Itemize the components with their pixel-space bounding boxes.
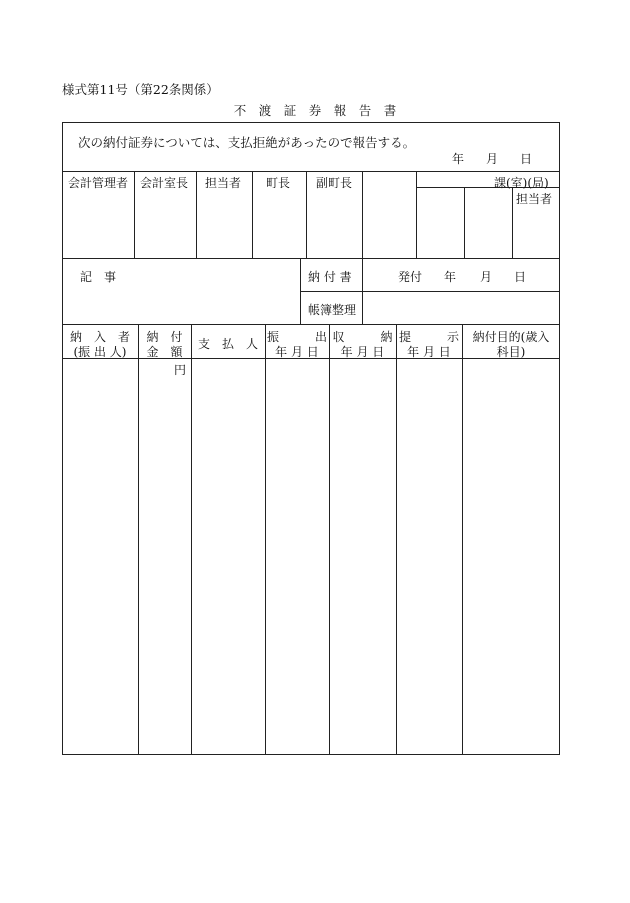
approval-divider — [252, 171, 253, 258]
label-nofusho: 納 付 書 — [308, 270, 352, 284]
approval-divider — [362, 171, 363, 258]
label-ka: 課(室)(局) — [494, 176, 549, 190]
date-year: 年 — [452, 152, 465, 166]
label-kaikei-shitsucho: 会計室長 — [140, 176, 189, 190]
notes-divider — [300, 258, 301, 324]
header-shuno-line1: 収 納 — [332, 330, 393, 344]
date-month: 月 — [486, 152, 499, 166]
nofusho-month: 月 — [480, 270, 493, 284]
table-column-divider — [138, 324, 139, 755]
header-nonyusha-line1: 納 入 者 — [69, 330, 130, 344]
table-column-divider — [329, 324, 330, 755]
header-kingaku-line1: 納 付 — [146, 330, 183, 344]
table-column-divider — [191, 324, 192, 755]
table-column-divider — [462, 324, 463, 755]
header-furidashi-line2: 年 月 日 — [275, 345, 319, 359]
header-furidashi-line1: 振 出 — [266, 330, 327, 344]
intro-text: 次の納付証券については、支払拒絶があったので報告する。 — [78, 135, 416, 150]
header-shuno-line2: 年 月 日 — [340, 345, 385, 359]
divider-nofusho — [300, 291, 560, 292]
header-nonyusha-line2: (振 出 人) — [73, 345, 127, 359]
ka-divider — [512, 187, 513, 258]
divider-intro — [62, 171, 560, 172]
ka-divider — [464, 187, 465, 258]
approval-divider — [306, 171, 307, 258]
label-hakko: 発付 — [398, 270, 423, 284]
header-shiharainin: 支 払 人 — [197, 337, 258, 351]
header-teiji-line1: 提 示 — [398, 330, 459, 344]
nofusho-year: 年 — [444, 270, 457, 284]
document-title: 不 渡 証 券 報 告 書 — [233, 103, 397, 118]
divider-approvals — [62, 258, 560, 259]
form-number: 様式第11号（第22条関係） — [62, 82, 219, 97]
form-frame — [62, 122, 560, 755]
nofusho-day: 日 — [514, 270, 527, 284]
yen-unit: 円 — [174, 363, 187, 377]
header-teiji-line2: 年 月 日 — [407, 345, 451, 359]
label-chocho: 町長 — [266, 176, 291, 190]
header-mokuteki-line1: 納付目的(歳入 — [472, 330, 550, 344]
label-tantosha: 担当者 — [205, 176, 242, 190]
header-kingaku-line2: 金 額 — [146, 345, 183, 359]
date-day: 日 — [520, 152, 533, 166]
divider-notes — [62, 324, 560, 325]
table-column-divider — [265, 324, 266, 755]
table-column-divider — [396, 324, 397, 755]
approval-divider — [196, 171, 197, 258]
approval-divider — [134, 171, 135, 258]
nofusho-divider — [362, 258, 363, 324]
label-ka-tantosha: 担当者 — [516, 192, 553, 206]
label-chobo-seiri: 帳簿整理 — [308, 303, 357, 317]
header-mokuteki-line2: 科目) — [496, 345, 526, 359]
label-kiji: 記 事 — [80, 270, 117, 284]
label-fuku-chocho: 副町長 — [316, 176, 353, 190]
approval-divider — [416, 171, 417, 258]
label-kaikei-kanrisha: 会計管理者 — [68, 176, 129, 190]
